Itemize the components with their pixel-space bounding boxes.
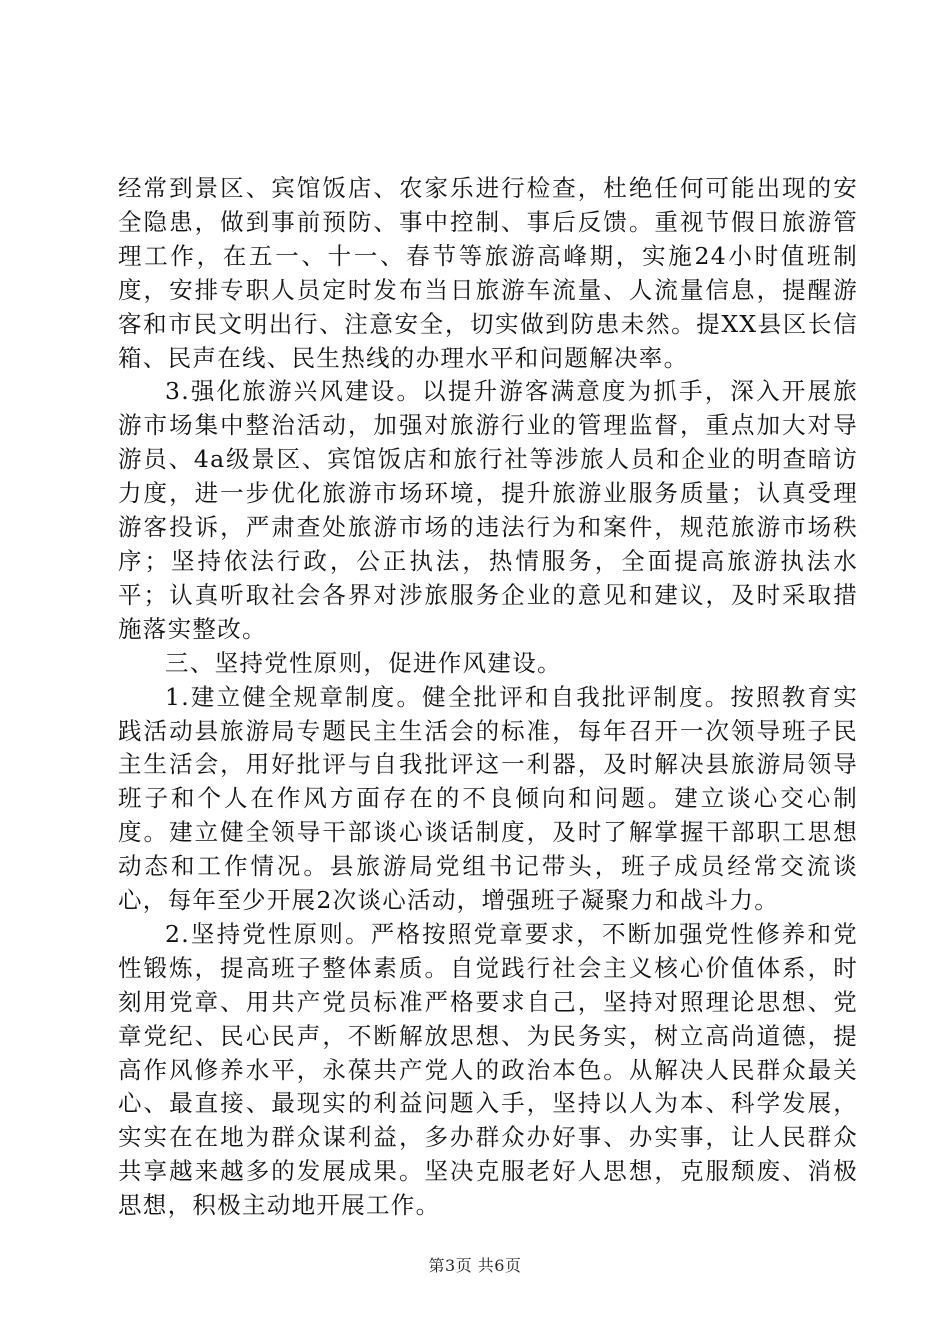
paragraph-continuation: 经常到景区、宾馆饭店、农家乐进行检查，杜绝任何可能出现的安全隐患，做到事前预防、事中控制、事后反馈。重视节假日旅游管理工作，在五一、十一、春节等旅游高峰期，实施24小时值班制度，安排专职人员定时发布当日旅游车流量、人流量信息，提醒游客和市民文明出行、注意安全，切实做到防患未然。提XX县区长信箱、民声在线、民生热线的办理水平和问题解决率。 <box>118 174 858 372</box>
section-heading-party-principles: 三、坚持党性原则，促进作风建设。 <box>165 648 562 677</box>
paragraph-tourism-style: 3.强化旅游兴风建设。以提升游客满意度为抓手，深入开展旅游市场集中整治活动，加强对旅游行业的管理监督，重点加大对导游员、4a级景区、宾馆饭店和旅行社等涉旅人员和企业的明查暗访力度，进一步优化旅游市场环境，提升旅游业服务质量；认真受理游客投诉，严肃查处旅游市场的违法行为和案件，规范旅游市场秩序；坚持依法行政，公正执法，热情服务，全面提高旅游执法水平；认真听取社会各界对涉旅服务企业的意见和建议，及时采取措施落实整改。 <box>118 377 858 643</box>
paragraph-party-principle: 2.坚持党性原则。严格按照党章要求，不断加强党性修养和党性锻炼，提高班子整体素质。自觉践行社会主义核心价值体系，时刻用党章、用共产党员标准严格要求自己，坚持对照理论思想、党章党纪、民心民声，不断解放思想、为民务实，树立高尚道德，提高作风修养水平，永葆共产党人的政治本色。从解决人民群众最关心、最直接、最现实的利益问题入手，坚持以人为本、科学发展，实实在在地为群众谋利益，多办群众办好事、办实事，让人民群众共享越来越多的发展成果。坚决克服老好人思想，克服颓废、消极思想，积极主动地开展工作。 <box>118 919 858 1220</box>
document-body <box>118 172 858 1223</box>
paragraph-rules-system: 1.建立健全规章制度。健全批评和自我批评制度。按照教育实践活动县旅游局专题民主生活会的标准，每年召开一次领导班子民主生活会，用好批评与自我批评这一利器，及时解决县旅游局领导班子和个人在作风方面存在的不良倾向和问题。建立谈心交心制度。建立健全领导干部谈心谈话制度，及时了解掌握干部职工思想动态和工作情况。县旅游局党组书记带头，班子成员经常交流谈心，每年至少开展2次谈心活动，增强班子凝聚力和战斗力。 <box>118 682 858 915</box>
page-number-footer: 第3页 共6页 <box>428 1256 522 1275</box>
